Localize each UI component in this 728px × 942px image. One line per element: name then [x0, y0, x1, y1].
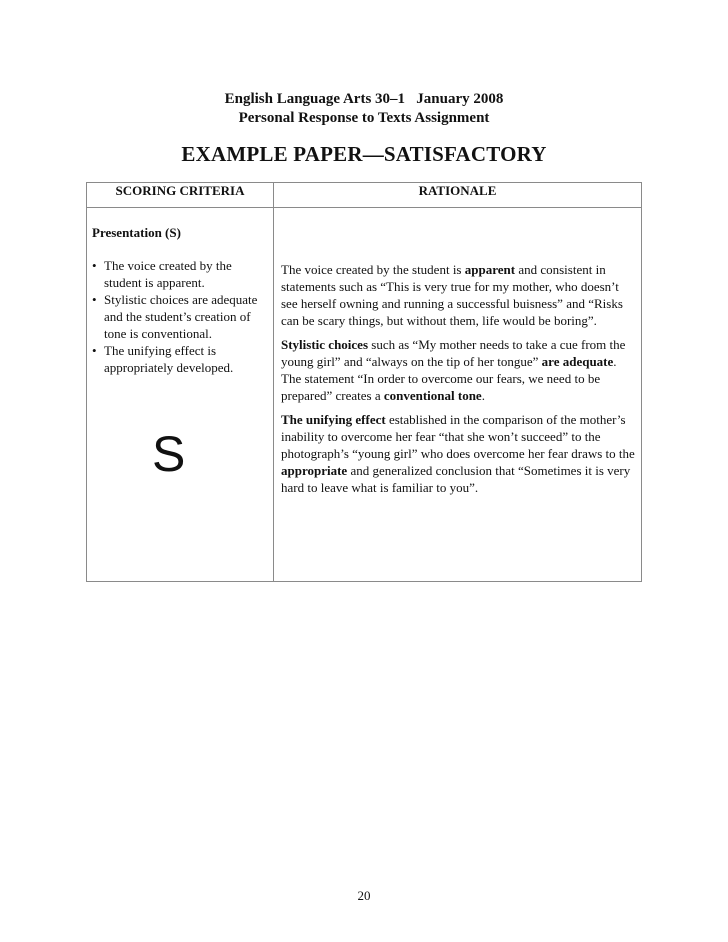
rationale-paragraph-stylistic	[281, 336, 637, 404]
text-run: . The statement “In order to overcome our fears, we need to be prepared” creates a	[281, 354, 617, 403]
text-run-bold: are adequate	[541, 354, 614, 369]
score-mark: S	[152, 426, 186, 482]
criteria-item: • The voice created by the student is apparent.	[92, 257, 267, 291]
paper-title: EXAMPLE PAPER—SATISFACTORY	[181, 142, 547, 166]
text-run-bold: conventional tone	[383, 388, 482, 403]
rationale-paragraph-voice	[281, 261, 637, 329]
table-body-row	[87, 208, 642, 582]
text-run-bold: apparent	[464, 262, 516, 277]
rationale-header: RATIONALE	[274, 183, 642, 208]
page-number: 20	[357, 888, 371, 903]
table-header-row	[87, 183, 642, 208]
text-run: and consistent in statements such as “This is very true for my mother, who doesn’t see herself owning and running a successful buisness” and “Risks can be scary things, but without them, life would be boring”.	[281, 262, 623, 328]
text-run: .	[481, 388, 485, 403]
criteria-item: • Stylistic choices are adequate and the student’s creation of tone is conventional.	[92, 291, 267, 342]
text-run-bold: Stylistic choices	[281, 337, 369, 352]
rationale-cell	[274, 208, 642, 582]
criteria-item: • The unifying effect is appropriately developed.	[92, 342, 267, 376]
course-line: English Language Arts 30–1 January 2008	[224, 91, 504, 107]
text-run-bold: appropriate	[281, 463, 348, 478]
rationale-paragraph-unifying	[281, 411, 637, 496]
text-run: and generalized conclusion that “Sometimes it is very hard to leave what is familiar to you”.	[281, 463, 631, 495]
assignment-line: Personal Response to Texts Assignment	[238, 110, 490, 126]
text-run: The voice created by the student is	[281, 262, 465, 277]
text-run: established in the comparison of the mother’s inability to overcome her fear “that she won’t succeed” to the photograph’s “young girl” who does overcome her fear draws to the	[281, 412, 635, 461]
text-run: such as “My mother needs to take a cue from the young girl” and “always on the tip of her tongue”	[281, 337, 626, 369]
scoring-criteria-header: SCORING CRITERIA	[87, 183, 274, 208]
scoring-table	[86, 182, 642, 582]
criteria-cell	[87, 208, 274, 582]
criteria-list	[92, 257, 267, 376]
category-label: Presentation (S)	[92, 225, 181, 240]
text-run-bold: The unifying effect	[281, 412, 386, 427]
